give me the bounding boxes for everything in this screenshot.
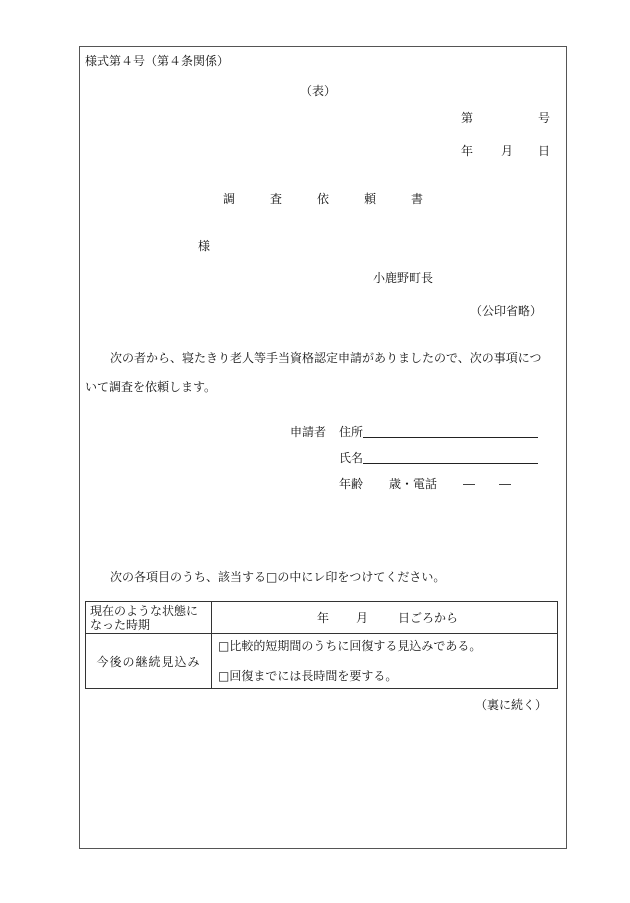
title-char: 依 bbox=[317, 192, 330, 206]
title-char: 調 bbox=[223, 192, 236, 206]
row1-label: 現在のような状態になった時期 bbox=[86, 602, 212, 634]
seal-note: （公印省略） bbox=[470, 304, 543, 318]
body-line-2: いて調査を依頼します。 bbox=[85, 380, 217, 394]
instruction-text: 次の各項目のうち、該当する□の中にレ印をつけてください。 bbox=[110, 570, 446, 584]
date-year: 年 bbox=[461, 144, 474, 158]
name-line bbox=[363, 463, 538, 464]
phone-separator: ― bbox=[499, 477, 511, 491]
name-label: 氏名 bbox=[339, 451, 364, 465]
address-line bbox=[363, 437, 538, 438]
row1-value bbox=[212, 602, 558, 634]
row2-options bbox=[212, 634, 558, 689]
row1-year: 年 bbox=[317, 611, 330, 625]
applicant-label: 申請者 bbox=[290, 425, 327, 439]
option-long-term[interactable]: □回復までには長時間を要する。 bbox=[218, 669, 398, 683]
form-number: 様式第４号（第４条関係） bbox=[85, 54, 230, 68]
table-row bbox=[86, 602, 558, 634]
title-char: 査 bbox=[270, 192, 283, 206]
continued-note: （裏に続く） bbox=[475, 698, 548, 712]
survey-table bbox=[85, 601, 558, 689]
age-label: 年齢 bbox=[339, 477, 364, 491]
body-line-1: 次の者から、寝たきり老人等手当資格認定申請がありましたので、次の事項につ bbox=[110, 351, 542, 365]
phone-separator: ― bbox=[463, 477, 475, 491]
table-row bbox=[86, 634, 558, 689]
doc-no-suffix: 号 bbox=[538, 111, 551, 125]
side-label: （表） bbox=[300, 84, 337, 98]
row2-label: 今後の継続見込み bbox=[86, 634, 212, 689]
title-char: 書 bbox=[411, 192, 424, 206]
row1-month: 月 bbox=[356, 611, 369, 625]
address-label: 住所 bbox=[339, 425, 364, 439]
option-short-term[interactable]: □比較的短期間のうちに回復する見込みである。 bbox=[218, 639, 482, 653]
date-month: 月 bbox=[501, 144, 514, 158]
title-char: 頼 bbox=[364, 192, 377, 206]
row1-suffix: 日ごろから bbox=[398, 611, 459, 625]
doc-no-prefix: 第 bbox=[461, 111, 474, 125]
addressee-suffix: 様 bbox=[198, 239, 211, 253]
date-day: 日 bbox=[538, 144, 551, 158]
form-frame bbox=[79, 46, 567, 849]
age-unit: 歳・電話 bbox=[389, 477, 438, 491]
sender-name: 小鹿野町長 bbox=[373, 271, 434, 285]
